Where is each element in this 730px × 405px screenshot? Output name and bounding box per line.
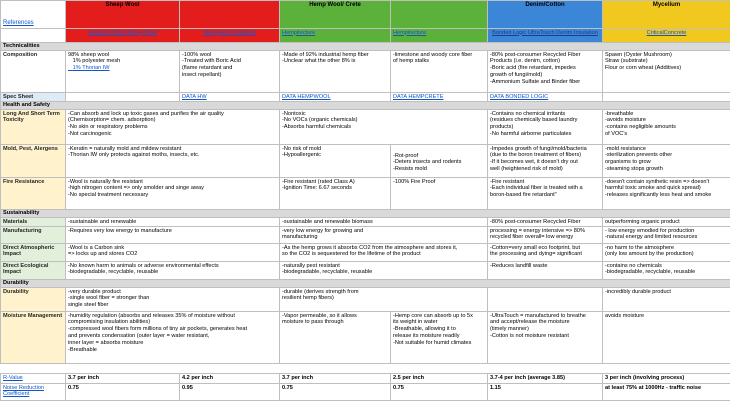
cell bbox=[66, 244, 280, 262]
cell bbox=[66, 178, 280, 210]
cell bbox=[391, 145, 488, 178]
cell bbox=[603, 178, 730, 210]
cell-line: -humidity regulation (absorbs and releases 35% of moisture without bbox=[68, 312, 235, 319]
cell bbox=[488, 288, 603, 312]
row-fire bbox=[1, 178, 730, 210]
cell-line: -Ammonium Sulfate and Binder fiber bbox=[490, 78, 581, 85]
denim-header bbox=[488, 1, 603, 29]
bonded-logic-link[interactable]: Bonded Logic UltraTouch Denim Insulation bbox=[492, 29, 598, 36]
cell-line: -single wool fiber = stronger than bbox=[68, 295, 150, 302]
cell bbox=[603, 227, 730, 244]
sheep-sub-2 bbox=[180, 29, 280, 43]
hemp-header bbox=[280, 1, 391, 29]
cell bbox=[603, 93, 730, 102]
cell bbox=[391, 178, 488, 210]
cell-line: (residues chemically based laundry bbox=[490, 117, 578, 124]
cell: -sustainable and renewable biomass bbox=[280, 218, 488, 227]
mycelium-title: Mycelium bbox=[652, 1, 681, 8]
cell bbox=[488, 110, 603, 145]
cell-line: -no harm to the atmosphere bbox=[605, 244, 675, 251]
cell-line: -high nitrogen content => only smolder and singe away bbox=[68, 185, 204, 192]
cell bbox=[488, 262, 603, 280]
cell-line: -Wool is a Carbon sink bbox=[68, 244, 125, 251]
cell-line: -Deters insects and rodents bbox=[393, 159, 462, 166]
cell-line: -Thorian IW only protects against moths, insects, etc. bbox=[68, 152, 200, 159]
row-mold bbox=[1, 145, 730, 178]
cell bbox=[488, 51, 603, 93]
cell bbox=[488, 178, 603, 210]
cell-line: -Vapor permeable, so it allows bbox=[282, 312, 357, 319]
cell-line: -No harmful airborne particulates bbox=[490, 131, 572, 138]
row-label: Moisture Management bbox=[1, 312, 66, 364]
cell bbox=[603, 145, 730, 178]
cell bbox=[488, 312, 603, 364]
cell: 0.95 bbox=[180, 384, 280, 401]
cell-line: -No special treatment necessary bbox=[68, 192, 149, 199]
cell-line: -Wool is naturally fire resistant bbox=[68, 178, 143, 185]
row-spec-sheet bbox=[1, 93, 730, 102]
sheepwool-insulation-link[interactable]: Sheepwool Insulation bbox=[202, 29, 257, 36]
cell bbox=[180, 51, 280, 93]
data-hw-link[interactable]: DATA HW bbox=[182, 93, 207, 100]
sheep-wool-header bbox=[66, 1, 180, 29]
cell-line: -No known harm to animals or adverse environmental effects bbox=[68, 262, 219, 269]
data-hempwool-link[interactable]: DATA HEMPWOOL bbox=[282, 93, 331, 100]
cell-line: 98% sheep wool bbox=[68, 51, 110, 58]
cell-line: -incredibly durable product bbox=[605, 288, 671, 295]
cell-line: Spawn (Oyster Mushroom) bbox=[605, 51, 672, 58]
cell-line: its weight in water bbox=[393, 319, 438, 326]
cell-line: -Breathable, allowing it to bbox=[393, 326, 456, 333]
cell-line: -Cotton is not moisture resistant bbox=[490, 333, 569, 340]
cell-line: processing = energy intensive => 80% bbox=[490, 227, 585, 234]
cell: 0.75 bbox=[280, 384, 391, 401]
cell bbox=[280, 93, 391, 102]
cell-line: Straw (substrate) bbox=[605, 58, 648, 65]
cell-line: -compressed wool fibers form millions of tiny air pockets, generates heat bbox=[68, 326, 248, 333]
cell-line: -mold resistance bbox=[605, 145, 647, 152]
section-title: Technicalities bbox=[1, 43, 730, 51]
cell-line: (only low amount by the production) bbox=[605, 251, 694, 258]
cell-line: inner layer = absorbs moisture bbox=[68, 339, 144, 346]
row-label: Durability bbox=[1, 288, 66, 312]
cell: 0.75 bbox=[66, 384, 180, 401]
cell: 1.15 bbox=[488, 384, 603, 401]
cell-line: single steel fiber bbox=[68, 302, 109, 309]
cell: 3.7-4 per inch (average 3.85) bbox=[488, 374, 603, 384]
data-bonded-logic-link[interactable]: DATA BONDED LOGIC bbox=[490, 93, 549, 100]
cell-line: -Requires very low energy to manufacture bbox=[68, 227, 172, 234]
cell-line: -No risk of mold bbox=[282, 145, 322, 152]
cell-line: -steaming stops growth bbox=[605, 166, 663, 173]
cell bbox=[488, 244, 603, 262]
cell bbox=[603, 288, 730, 312]
cell-line: -Reduces landfill waste bbox=[490, 262, 548, 269]
sheep-wool-header-2 bbox=[180, 1, 280, 29]
cell bbox=[603, 262, 730, 280]
row-label bbox=[1, 384, 66, 401]
cell-line: -biodegradable, recyclable, reusable bbox=[605, 269, 696, 276]
cell bbox=[391, 312, 488, 364]
cell-line: -Absorbs harmful chemicals bbox=[282, 124, 352, 131]
mycelium-sub bbox=[603, 29, 730, 43]
cell bbox=[280, 262, 488, 280]
cell: outperforming organic product bbox=[603, 218, 730, 227]
cell: 4.2 per inch bbox=[180, 374, 280, 384]
mycelium-header bbox=[603, 1, 730, 29]
section-title: Sustainability bbox=[1, 210, 730, 218]
row-label: Long And Short Term Toxicity bbox=[1, 110, 66, 145]
cell-line: recycled fiber overall= low energy bbox=[490, 234, 574, 241]
row-rvalue bbox=[1, 374, 730, 384]
cell bbox=[66, 110, 280, 145]
cell: 2.5 per inch bbox=[391, 374, 488, 384]
cell bbox=[280, 110, 488, 145]
critical-concrete-link[interactable]: CriticalConcrete bbox=[646, 29, 687, 36]
cell-line: -Boric acid (fire retardant, impedes bbox=[490, 65, 576, 72]
cell: at least 75% at 1000Hz - traffic noise bbox=[603, 384, 730, 401]
cell-line: -Impedes growth of fungi/mold/bacteria bbox=[490, 145, 587, 152]
row-toxicity bbox=[1, 110, 730, 145]
row-atmospheric bbox=[1, 244, 730, 262]
header-sub-row bbox=[1, 29, 730, 43]
r-value-link[interactable]: R-Value bbox=[3, 374, 23, 381]
cell: 3.7 per inch bbox=[280, 374, 391, 384]
row-materials bbox=[1, 218, 730, 227]
cell-line: -Each individual fiber is treated with a bbox=[490, 185, 583, 192]
section-technicalities bbox=[1, 43, 730, 51]
cell-line: -Contains no chemical irritants bbox=[490, 110, 566, 117]
cell-line: -biodegradable, recyclable, reusable bbox=[282, 269, 373, 276]
row-label: Composition bbox=[1, 51, 66, 93]
cell-line: -Breathable bbox=[68, 346, 97, 353]
cell: -sustainable and renewable bbox=[66, 218, 280, 227]
cell-line: -Treated with Boric Acid bbox=[182, 58, 241, 65]
cell-line: (Chemisorption= chem. adsorption) bbox=[68, 117, 156, 124]
cell-line: -Not carcinogenic bbox=[68, 131, 112, 138]
cell bbox=[66, 145, 280, 178]
hemp-sub-2 bbox=[391, 29, 488, 43]
hempitecture-link-1[interactable]: Hempitecture bbox=[282, 29, 316, 36]
cell-line: -durable (derives strength from bbox=[282, 288, 359, 295]
cell bbox=[1, 364, 730, 374]
cell-line: and accept/release the moisture bbox=[490, 319, 570, 326]
cell: 0.75 bbox=[391, 384, 488, 401]
cell-line: -100% Fire Proof bbox=[393, 178, 436, 185]
cell-line: -Can absorb and lock up toxic gases and purifies the air quality bbox=[68, 110, 224, 117]
row-label bbox=[1, 374, 66, 384]
cell bbox=[603, 51, 730, 93]
cell-line: -Keratin = naturally mold and mildew resistant bbox=[68, 145, 182, 152]
cell-line: -very low energy for growing and bbox=[282, 227, 364, 234]
denim-title: Denim/Cotton bbox=[525, 1, 565, 8]
cell-line: growth of fungi/mold) bbox=[490, 72, 543, 79]
references-cell bbox=[1, 1, 66, 29]
cell bbox=[280, 244, 488, 262]
cell-line: -natural energy and limited resources bbox=[605, 234, 698, 241]
cell-line: -contains negligible amounts bbox=[605, 124, 676, 131]
cell-line: so the CO2 is sequestered for the lifetime of the product bbox=[282, 251, 421, 258]
cell-line: -biodegradable, recyclable, reusable bbox=[68, 269, 159, 276]
cell-line: -Hemp core can absorb up to 5x bbox=[393, 312, 473, 319]
cell bbox=[280, 51, 391, 93]
cell-line: -Nontoxic bbox=[282, 110, 306, 117]
cell bbox=[488, 145, 603, 178]
cell-line: moisture to pass through bbox=[282, 319, 344, 326]
cell-line: release its moisture readily bbox=[393, 333, 460, 340]
cell-line: -100% wool bbox=[182, 51, 212, 58]
cell-line: insect repellant) bbox=[182, 72, 222, 79]
row-label: Mold, Pest, Alergens bbox=[1, 145, 66, 178]
section-durability bbox=[1, 280, 730, 288]
header-row bbox=[1, 1, 730, 29]
cell-line: 1% polyester mesh bbox=[68, 58, 121, 65]
row-spacer bbox=[1, 364, 730, 374]
cell: 3 per inch (involving process) bbox=[603, 374, 730, 384]
section-sustainability bbox=[1, 210, 730, 218]
cell bbox=[66, 93, 180, 102]
cell-line: - low energy emodied for production bbox=[605, 227, 695, 234]
cell-line: resilient hemp fibers) bbox=[282, 295, 334, 302]
cell-line: -80% post-consumer Recycled Fiber bbox=[490, 51, 581, 58]
cell-line: -Cotton=very small eco footprint, but bbox=[490, 244, 581, 251]
cell-line: -Rot-proof bbox=[393, 152, 419, 159]
cell-line: -UltraTouch = manufactured to breathe bbox=[490, 312, 586, 319]
cell-line: -avoids moisture bbox=[605, 117, 647, 124]
blank-cell bbox=[1, 29, 66, 43]
cell-line: of hemp stalks bbox=[393, 58, 430, 65]
cell bbox=[603, 110, 730, 145]
cell bbox=[66, 312, 280, 364]
section-health bbox=[1, 102, 730, 110]
cell-line: -sterilization prevents other bbox=[605, 152, 673, 159]
cell-line: -Hypoallergenic bbox=[282, 152, 321, 159]
cell-line: products) bbox=[490, 124, 514, 131]
cell-line: the processing and dying= significant bbox=[490, 251, 582, 258]
cell bbox=[66, 51, 180, 93]
cell: 3.7 per inch bbox=[66, 374, 180, 384]
cell bbox=[280, 312, 391, 364]
cell: -80% post-consumer Recycled Fiber bbox=[488, 218, 603, 227]
denim-sub bbox=[488, 29, 603, 43]
cell-line: Products (i.e. denim, cotton) bbox=[490, 58, 560, 65]
section-title: Durability bbox=[1, 280, 730, 288]
cell-line: -If it becomes wet, it doesn't dry out bbox=[490, 159, 578, 166]
row-label: Manufacturing bbox=[1, 227, 66, 244]
hemp-title: Hemp Wool/ Crete bbox=[309, 1, 361, 8]
cell-line: -doesn't contain synthetic resin => doesn't bbox=[605, 178, 710, 185]
row-manufacturing bbox=[1, 227, 730, 244]
havelock-wool-link[interactable]: Havelock Wool Sheep Wool bbox=[87, 29, 158, 36]
hempitecture-link-2[interactable]: Hempitecture bbox=[393, 29, 427, 36]
cell-line: -contains no chemicals bbox=[605, 262, 662, 269]
cell-line: -Not suitable for humid climates bbox=[393, 339, 472, 346]
row-composition bbox=[1, 51, 730, 93]
cell-line: -Ignition Time: 6.67 seconds bbox=[282, 185, 352, 192]
cell-line: of VOC's bbox=[605, 131, 628, 138]
cell-line: -releases significantly less heat and smoke bbox=[605, 192, 712, 199]
row-durability bbox=[1, 288, 730, 312]
cell-line: organisms to grow bbox=[605, 159, 651, 166]
data-hempcrete-link[interactable]: DATA HEMPCRETE bbox=[393, 93, 444, 100]
cell bbox=[280, 178, 391, 210]
cell bbox=[66, 288, 280, 312]
hemp-header-2 bbox=[391, 1, 488, 29]
cell-line: well (heightened risk of mold) bbox=[490, 166, 563, 173]
cell-line: harmful toxic smoke and quick spread) bbox=[605, 185, 701, 192]
cell-line: -breathable bbox=[605, 110, 634, 117]
cell-line: and prevents condensation (outer layer = water resistant, bbox=[68, 333, 210, 340]
cell-line: -limestone and woody core fiber bbox=[393, 51, 473, 58]
row-moisture bbox=[1, 312, 730, 364]
cell-line: -No VOCs (organic chemicals) bbox=[282, 117, 358, 124]
cell-line: -Fire resistant bbox=[490, 178, 525, 185]
noise-reduction-link[interactable]: Noise Reduction Coefficient bbox=[3, 384, 45, 398]
cell-line: -very durable product bbox=[68, 288, 121, 295]
cell-line: avoids moisture bbox=[605, 312, 645, 319]
row-label: Fire Resistance bbox=[1, 178, 66, 210]
cell bbox=[66, 227, 280, 244]
hemp-sub-1 bbox=[280, 29, 391, 43]
cell bbox=[488, 227, 603, 244]
cell-line: manufacturing bbox=[282, 234, 318, 241]
cell-line: -Resists mold bbox=[393, 166, 427, 173]
row-label: Materials bbox=[1, 218, 66, 227]
cell-line: (due to the boron treatment of fibers) bbox=[490, 152, 582, 159]
cell-line: -Made of 92% industrial hemp fiber bbox=[282, 51, 369, 58]
cell-line: -Fire resistant (rated Class A) bbox=[282, 178, 355, 185]
cell bbox=[391, 93, 488, 102]
cell bbox=[603, 244, 730, 262]
cell-line: boron-based fire retardant" bbox=[490, 192, 557, 199]
cell-line: compromising insulation abilities) bbox=[68, 319, 151, 326]
cell bbox=[488, 93, 603, 102]
thorian-link[interactable]: 1% Thorian IW bbox=[68, 65, 110, 72]
references-link[interactable]: References bbox=[3, 20, 34, 27]
cell-line: -No skin or respiratory problems bbox=[68, 124, 148, 131]
cell-line: -Unclear what the other 8% is bbox=[282, 58, 356, 65]
row-ecological bbox=[1, 262, 730, 280]
row-label: Spec Sheet bbox=[1, 93, 66, 102]
cell bbox=[603, 312, 730, 364]
row-label: Direct Ecological Impact bbox=[1, 262, 66, 280]
row-nrc bbox=[1, 384, 730, 401]
cell bbox=[180, 93, 280, 102]
cell bbox=[391, 51, 488, 93]
cell bbox=[280, 227, 488, 244]
cell-line: Flour or corn wheat (Additives) bbox=[605, 65, 682, 72]
cell-line: (timely manner) bbox=[490, 326, 529, 333]
cell-line: (flame retardant and bbox=[182, 65, 233, 72]
cell-line: => locks up and stores CO2 bbox=[68, 251, 138, 258]
cell bbox=[66, 262, 280, 280]
sheep-wool-title: Sheep Wool bbox=[105, 1, 140, 8]
cell-line: -As the hemp grows it absorbs CO2 from the atmosphere and stores it, bbox=[282, 244, 458, 251]
section-title: Health and Safety bbox=[1, 102, 730, 110]
sheep-sub-1 bbox=[66, 29, 180, 43]
cell bbox=[280, 145, 391, 178]
cell bbox=[280, 288, 488, 312]
row-label: Direct Atmospheric Impact bbox=[1, 244, 66, 262]
cell-line: -naturally pest resistant bbox=[282, 262, 340, 269]
